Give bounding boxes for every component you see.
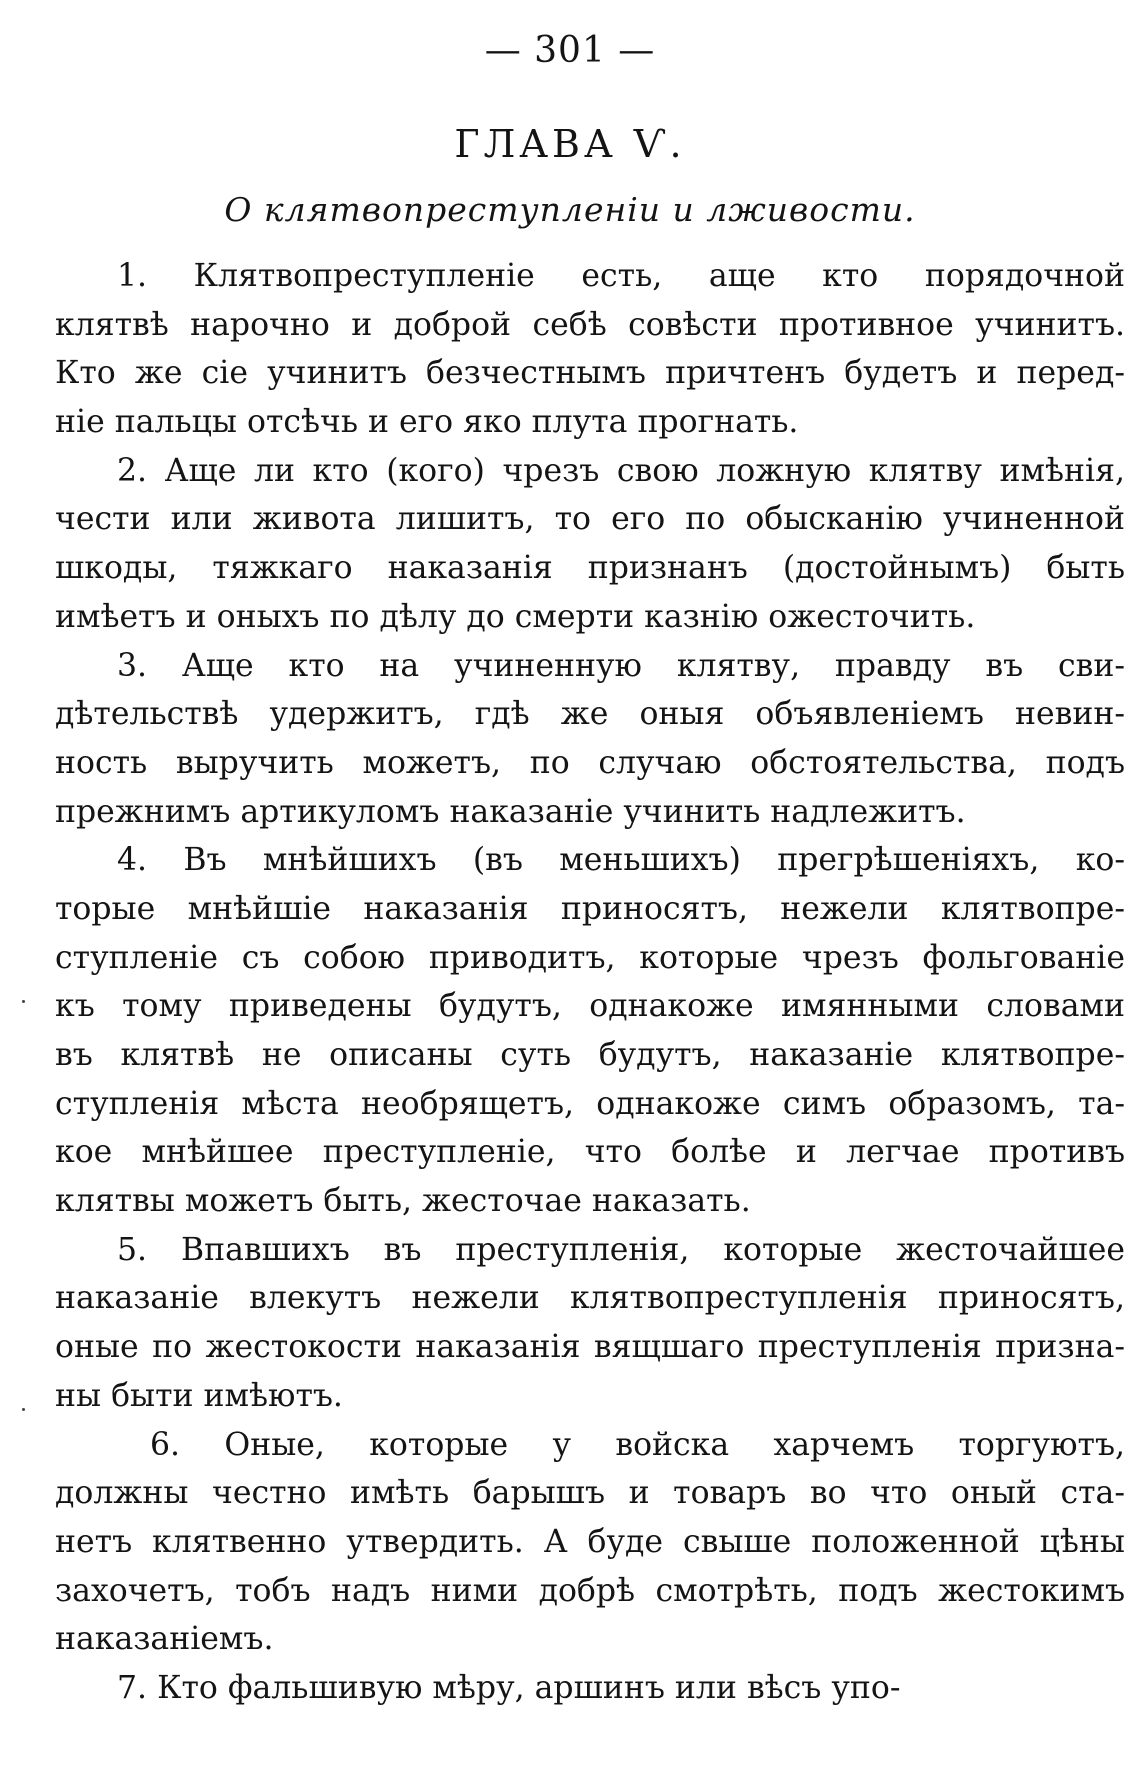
text-line: захочетъ, тобъ надъ ними добрѣ смотрѣть, подъ жестокимъ	[55, 1572, 1125, 1609]
text-line: торые мнѣйшіе наказанія приносятъ, нежели клятвопре-	[55, 890, 1125, 927]
text-line: ступленіе съ собою приводитъ, которые чрезъ фольгованіе	[55, 939, 1125, 976]
chapter-subtitle: О клятвопреступленіи и лживости.	[224, 190, 916, 229]
paragraph-6	[55, 1421, 1125, 1664]
text-line: 4. Въ мнѣйшихъ (въ меньшихъ) прегрѣшеніяхъ, ко-	[117, 842, 1125, 879]
text-line: шкоды, тяжкаго наказанія признанъ (достойнымъ) быть	[55, 550, 1125, 587]
text-line: 7. Кто фальшивую мѣру, аршинъ или вѣсъ упо-	[117, 1669, 901, 1706]
text-line: ніе пальцы отсѣчь и его яко плута прогнать.	[55, 404, 799, 441]
text-line: клятвѣ нарочно и доброй себѣ совѣсти противное учинитъ.	[55, 306, 1125, 343]
paragraph-2	[55, 447, 1125, 642]
text-line: должны честно имѣть барышъ и товаръ во что оный ста-	[55, 1475, 1125, 1512]
text-line: 5. Впавшихъ въ преступленія, которые жесточайшее	[117, 1231, 1125, 1268]
paragraph-1	[55, 252, 1125, 447]
text-line: наказаніемъ.	[55, 1621, 274, 1658]
body-text	[55, 252, 1125, 1713]
paragraph-4	[55, 836, 1125, 1226]
text-line: къ тому приведены будутъ, однакоже имянными словами	[55, 988, 1125, 1025]
paragraph-5	[55, 1226, 1125, 1421]
text-line: оные по жестокости наказанія вящшаго преступленія призна-	[55, 1329, 1125, 1366]
text-line: 1. Клятвопреступленіе есть, аще кто порядочной	[117, 258, 1125, 294]
text-line: нетъ клятвенно утвердить. А буде свыше положенной цѣны	[55, 1523, 1125, 1560]
text-line: имѣетъ и оныхъ по дѣлу до смерти казнію ожесточить.	[55, 598, 976, 635]
paragraph-3	[55, 642, 1125, 837]
text-line: клятвы можетъ быть, жесточае наказать.	[55, 1183, 751, 1220]
text-line: 2. Аще ли кто (кого) чрезъ свою ложную клятву имѣнія,	[117, 452, 1125, 489]
text-line: ность выручить можетъ, по случаю обстоятельства, подъ	[55, 744, 1125, 781]
text-line: ны быти имѣютъ.	[55, 1377, 343, 1414]
text-line: дѣтельствѣ удержитъ, гдѣ же оныя объявленіемъ невин-	[55, 696, 1125, 733]
text-line: кое мнѣйшее преступленіе, что болѣе и легчае противъ	[55, 1134, 1125, 1171]
text-line: чести или живота лишитъ, то его по обысканію учиненной	[55, 501, 1125, 538]
paragraph-7	[55, 1664, 1125, 1713]
text-line: въ клятвѣ не описаны суть будутъ, наказаніе клятвопре-	[55, 1037, 1125, 1073]
text-line: прежнимъ артикуломъ наказаніе учинить надлежитъ.	[55, 793, 966, 830]
text-line: наказаніе влекутъ нежели клятвопреступленія приносятъ,	[55, 1280, 1125, 1317]
text-line: ступленія мѣста необрящетъ, однакоже симъ образомъ, та-	[55, 1085, 1125, 1122]
margin-speck	[22, 1408, 25, 1411]
text-line: 3. Аще кто на учиненную клятву, правду въ сви-	[117, 647, 1125, 684]
text-line: 6. Оные, которые у войска харчемъ торгуютъ,	[150, 1426, 1125, 1463]
chapter-heading: ГЛАВА Ѵ.	[454, 122, 686, 166]
text-line: Кто же сіе учинитъ безчестнымъ причтенъ будетъ и перед-	[55, 355, 1125, 392]
margin-speck	[22, 1000, 25, 1003]
page-number: — 301 —	[484, 30, 656, 71]
